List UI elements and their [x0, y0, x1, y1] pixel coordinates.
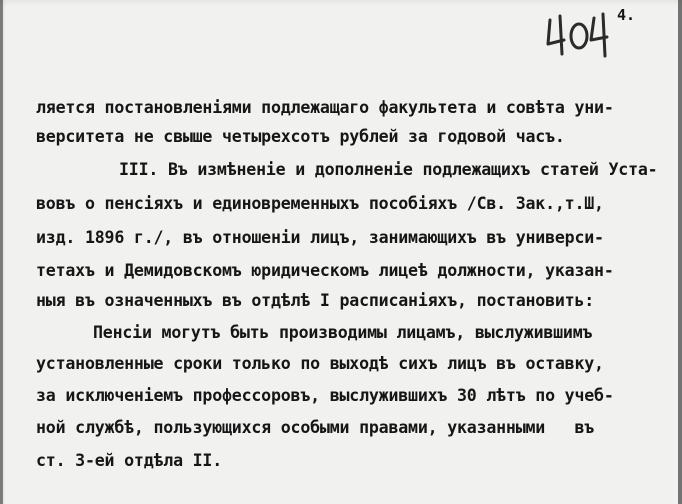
text-line: верситета не свыше четырехсотъ рублей за годовой часъ. [36, 127, 565, 146]
text-line: установленные сроки только по выходѣ сихъ лицъ въ оставку, [36, 354, 604, 373]
text-line: III. Въ измѣненіе и дополненіе подлежащихъ статей Уста- [119, 160, 658, 179]
text-line: за исключеніемъ профессоровъ, выслужившихъ 30 лѣтъ по учеб- [36, 386, 614, 405]
text-line: вовъ о пенсіяхъ и единовременныхъ пособіяхъ /Св. Зак.,т.Ш, [36, 194, 604, 213]
scan-right-edge [678, 0, 682, 504]
text-line: ляется постановленіями подлежащаго факультета и совѣта уни- [36, 98, 614, 117]
handwritten-page-number [544, 10, 614, 60]
text-line: Пенсіи могутъ быть производимы лицамъ, выслужившимъ [93, 323, 593, 342]
text-line: тетахъ и Демидовскомъ юридическомъ лицеѣ должности, указан- [36, 261, 614, 280]
text-line: изд. 1896 г./, въ отношеніи лицъ, занимающихъ въ универси- [36, 228, 604, 247]
scan-left-edge [0, 0, 3, 504]
page-number: 4. [617, 6, 636, 24]
text-line: ной службѣ, пользующихся особыми правами, указанными въ [36, 418, 595, 437]
text-line: ныя въ означенныхъ въ отдѣлѣ I расписаніяхъ, постановить: [36, 291, 595, 310]
text-line: ст. 3-ей отдѣла II. [36, 451, 223, 470]
